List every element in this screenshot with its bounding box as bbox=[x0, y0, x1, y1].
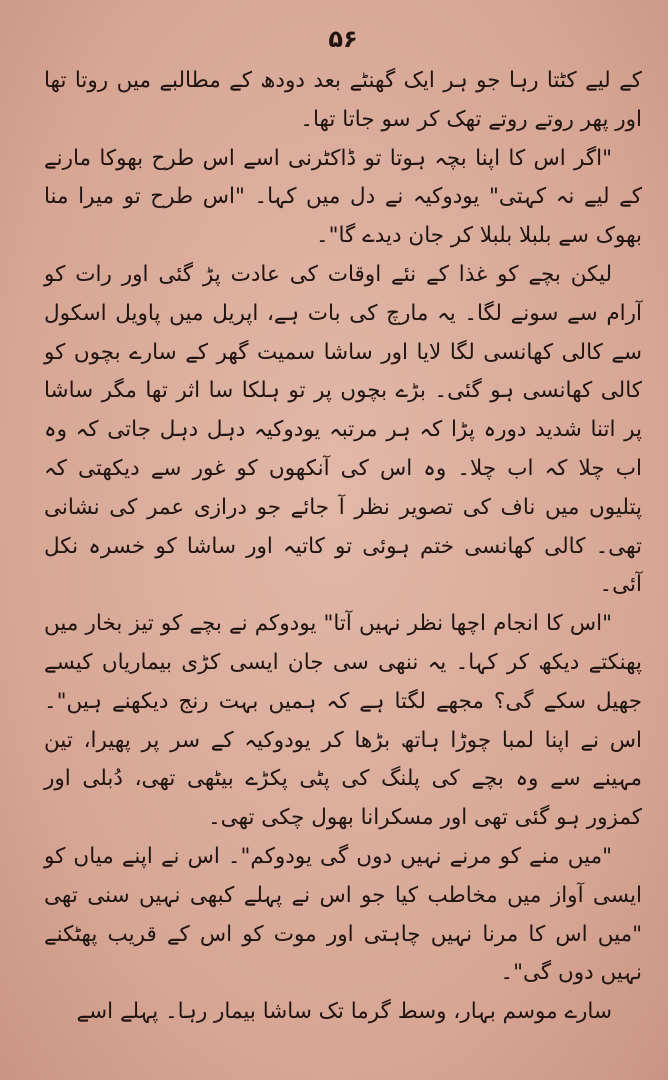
page-number: ۵۶ bbox=[328, 25, 358, 53]
paragraph: کے لیے کٹتا رہا جو ہر ایک گھنٹے بعد دودھ کے مطالبے میں روتا تھا اور پھر روتے روتے تھک کر سو جاتا تھا۔ bbox=[44, 68, 642, 132]
page-body bbox=[44, 62, 642, 1032]
paragraph: لیکن بچے کو غذا کے نئے اوقات کی عادت پڑ گئی اور رات کو آرام سے سونے لگا۔ یہ مارچ کی بات ہے، اپریل میں پاویل اسکول سے کالی کھانسی لگا لایا اور ساشا سمیت گھر کے سارے بچوں کو کالی کھانسی ہو گئی۔ بڑے بچوں پر تو ہلکا سا اثر تھا مگر ساشا پر اتنا شدید دورہ پڑا کہ ہر مرتبہ یودوکیہ دہل دہل جاتی کہ وہ اب چلا کہ اب چلا۔ وہ اس کی آنکھوں کو غور سے دیکھتی کہ پتلیوں میں ناف کی تصویر نظر آ جائے جو درازی عمر کی نشانی تھی۔ کالی کھانسی ختم ہوئی تو کاتیہ اور ساشا کو خسرہ نکل آئی۔ bbox=[44, 261, 642, 598]
paragraph: "اس کا انجام اچھا نظر نہیں آتا" یودوکم نے بچے کو تیز بخار میں پھنکتے دیکھ کر کہا۔ یہ ننھی سی جان ایسی کڑی بیماریاں کیسے جھیل سکے گی؟ مجھے لگتا ہے کہ ہمیں بہت رنج دیکھنے ہیں"۔ اس نے اپنا لمبا چوڑا ہاتھ بڑھا کر یودوکیہ کے سر پر پھیرا، تین مہینے سے وہ بچے کی پلنگ کی پٹی پکڑے بیٹھی تھی، دُبلی اور کمزور ہو گئی تھی اور مسکرانا بھول چکی تھی۔ bbox=[44, 611, 642, 831]
paragraph: سارے موسم بہار، وسط گرما تک ساشا بیمار رہا۔ پہلے اسے bbox=[76, 999, 612, 1025]
paragraph: "اگر اس کا اپنا بچہ ہوتا تو ڈاکٹرنی اسے اس طرح بھوکا مارنے کے لیے نہ کہتی" یودوکیہ نے دل میں کہا۔ "اس طرح تو میرا منا بھوک سے بلبلا بلبلا کر جان دیدے گا"۔ bbox=[44, 145, 642, 249]
paragraph: "میں منے کو مرنے نہیں دوں گی یودوکم"۔ اس نے اپنے میاں کو ایسی آواز میں مخاطب کیا جو اس نے پہلے کبھی نہیں سنی تھی "میں اس کا مرنا نہیں چاہتی اور موت کو اس کے قریب پھٹکنے نہیں دوں گی"۔ bbox=[44, 843, 642, 986]
